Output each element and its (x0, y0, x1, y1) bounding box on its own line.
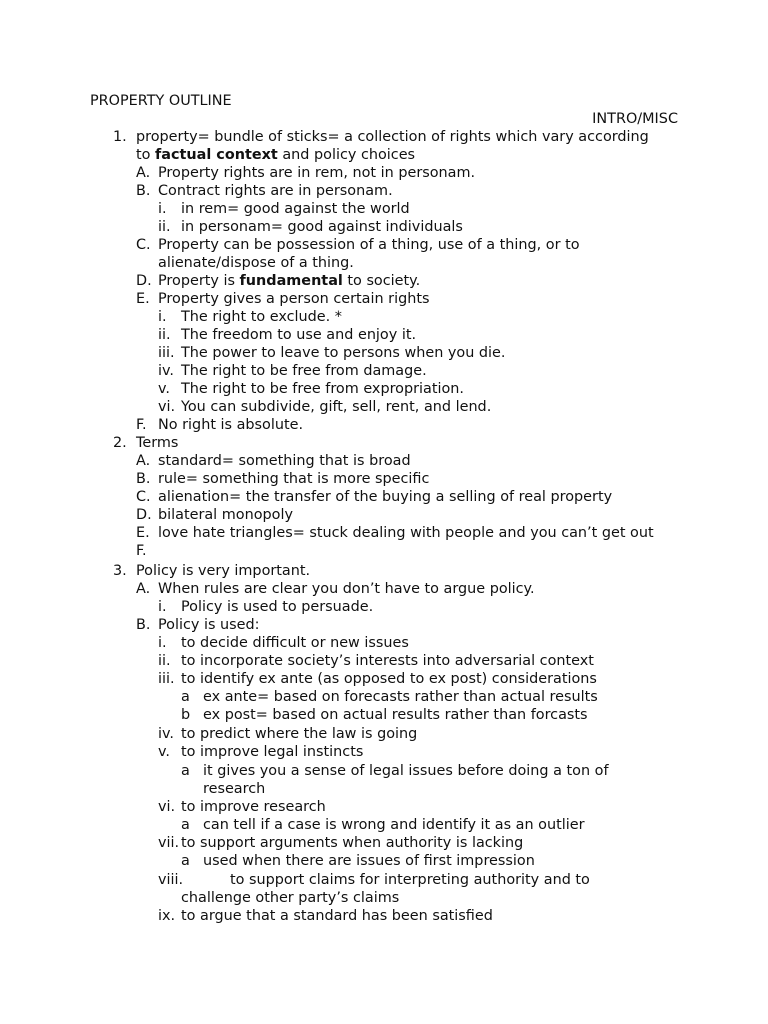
list-marker: vii. (158, 835, 180, 851)
list-marker: viii. (158, 872, 184, 888)
list-item-text: to identify ex ante (as opposed to ex post) considerations (181, 671, 597, 687)
list-item-text: standard= something that is broad (158, 453, 411, 469)
list-marker: iv. (158, 726, 174, 742)
list-item-text: research (203, 781, 266, 797)
list-item-text: The right to be free from damage. (181, 363, 427, 379)
list-marker: a (181, 763, 190, 779)
list-item-text: Contract rights are in personam. (158, 183, 393, 199)
list-item-text: to incorporate society’s interests into adversarial context (181, 653, 594, 669)
list-marker: B. (136, 471, 151, 487)
list-item-text: in rem= good against the world (181, 201, 410, 217)
list-marker: i. (158, 201, 167, 217)
list-marker: 3. (113, 563, 127, 579)
list-item-text: to support arguments when authority is lacking (181, 835, 524, 851)
list-marker: a (181, 689, 190, 705)
list-item-text: ex ante= based on forecasts rather than actual results (203, 689, 598, 705)
list-item-text: Terms (136, 435, 179, 451)
list-item-text: property= bundle of sticks= a collection of rights which vary according (136, 129, 649, 145)
list-item-text: to improve legal instincts (181, 744, 364, 760)
list-marker: a (181, 853, 190, 869)
list-marker: E. (136, 525, 150, 541)
list-marker: i. (158, 599, 167, 615)
list-marker: A. (136, 453, 151, 469)
list-marker: A. (136, 581, 151, 597)
list-marker: E. (136, 291, 150, 307)
list-item-text: to support claims for interpreting authority and to (230, 872, 590, 888)
list-marker: i. (158, 635, 167, 651)
list-item-text: Property rights are in rem, not in personam. (158, 165, 476, 181)
list-marker: D. (136, 507, 152, 523)
list-item-text: When rules are clear you don’t have to argue policy. (158, 581, 535, 597)
section-heading: INTRO/MISC (592, 111, 678, 127)
list-marker: ix. (158, 908, 176, 924)
list-marker: ii. (158, 653, 171, 669)
list-marker: iii. (158, 671, 175, 687)
list-item-text: love hate triangles= stuck dealing with people and you can’t get out (158, 525, 654, 541)
list-marker: a (181, 817, 190, 833)
list-marker: A. (136, 165, 151, 181)
list-item-text: The freedom to use and enjoy it. (181, 327, 417, 343)
list-item-text: can tell if a case is wrong and identify it as an outlier (203, 817, 585, 833)
list-item-text: The right to be free from expropriation. (181, 381, 464, 397)
list-item-text: alienate/dispose of a thing. (158, 255, 354, 271)
list-item-text: Property can be possession of a thing, use of a thing, or to (158, 237, 580, 253)
list-item-text: No right is absolute. (158, 417, 304, 433)
list-marker: v. (158, 381, 170, 397)
list-item-text: to factual context and policy choices (136, 147, 416, 163)
list-item-text: Policy is very important. (136, 563, 311, 579)
list-item-text: Policy is used: (158, 617, 260, 633)
list-item-text: challenge other party’s claims (181, 890, 400, 906)
list-item-text: ex post= based on actual results rather than forcasts (203, 707, 588, 723)
list-marker: F. (136, 543, 147, 559)
list-marker: F. (136, 417, 147, 433)
list-marker: i. (158, 309, 167, 325)
list-marker: vi. (158, 799, 176, 815)
list-marker: D. (136, 273, 152, 289)
list-item-text: it gives you a sense of legal issues before doing a ton of (203, 763, 609, 779)
list-item-text: in personam= good against individuals (181, 219, 463, 235)
list-item-text: The right to exclude. * (181, 309, 342, 325)
list-marker: 1. (113, 129, 127, 145)
list-item-text: alienation= the transfer of the buying a selling of real property (158, 489, 613, 505)
list-marker: iv. (158, 363, 174, 379)
list-item-text: to improve research (181, 799, 326, 815)
list-marker: ii. (158, 327, 171, 343)
list-marker: v. (158, 744, 170, 760)
list-marker: b (181, 707, 191, 723)
list-item-text: to decide difficult or new issues (181, 635, 409, 651)
list-item-text: to argue that a standard has been satisfied (181, 908, 493, 924)
list-item-text: Property gives a person certain rights (158, 291, 430, 307)
list-marker: B. (136, 183, 151, 199)
list-item-text: You can subdivide, gift, sell, rent, and lend. (181, 399, 492, 415)
list-marker: C. (136, 489, 151, 505)
document-title: PROPERTY OUTLINE (90, 93, 232, 109)
list-item-text: used when there are issues of first impression (203, 853, 535, 869)
list-marker: vi. (158, 399, 176, 415)
list-marker: B. (136, 617, 151, 633)
list-item-text: Property is fundamental to society. (158, 273, 421, 289)
list-item-text: Policy is used to persuade. (181, 599, 374, 615)
list-item-text: bilateral monopoly (158, 507, 293, 523)
list-item-text: The power to leave to persons when you die. (181, 345, 506, 361)
list-marker: 2. (113, 435, 127, 451)
list-marker: ii. (158, 219, 171, 235)
list-item-text: to predict where the law is going (181, 726, 418, 742)
list-item-text: rule= something that is more specific (158, 471, 430, 487)
list-marker: iii. (158, 345, 175, 361)
list-marker: C. (136, 237, 151, 253)
